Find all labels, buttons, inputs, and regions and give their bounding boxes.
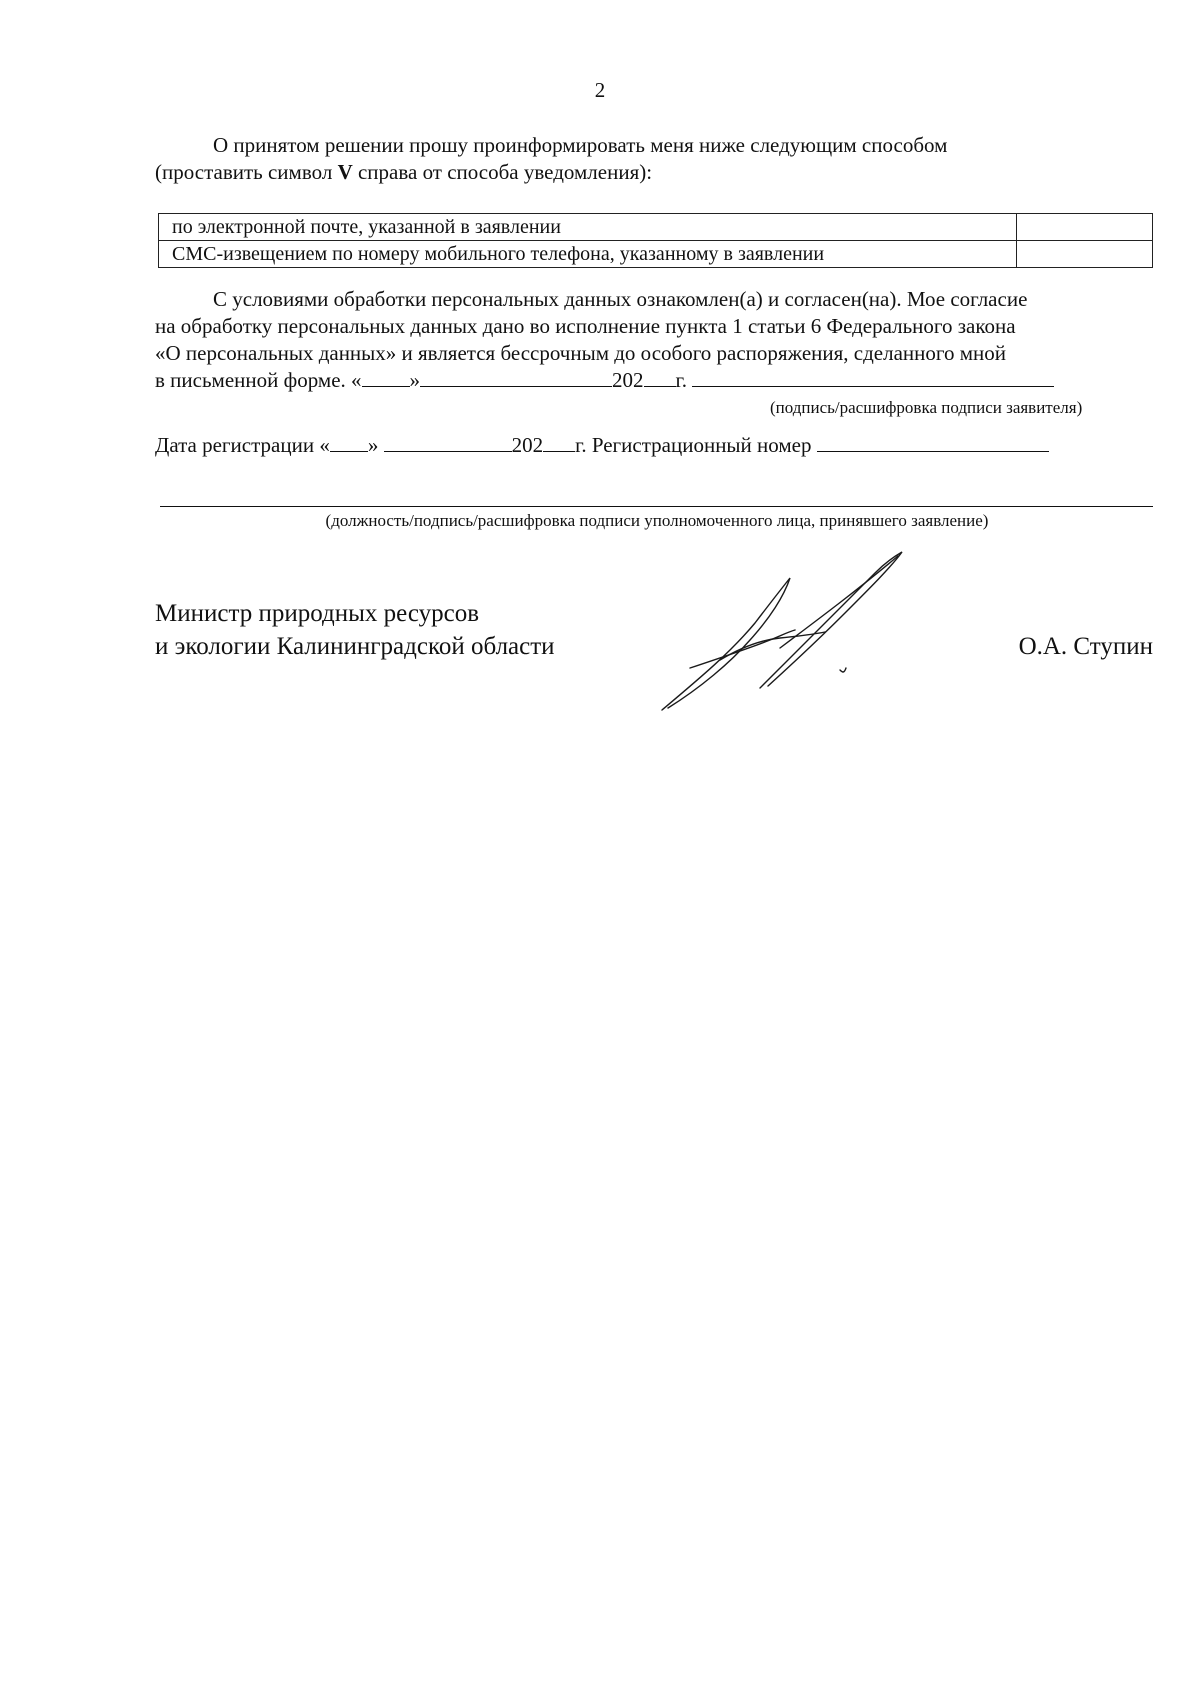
page-number: 2 bbox=[594, 78, 606, 102]
registration-line: Дата регистрации « » 202 г. Регистрационный номер bbox=[155, 432, 1049, 459]
registration-day-blank[interactable] bbox=[330, 433, 368, 452]
official-signature-line[interactable] bbox=[160, 506, 1153, 507]
table-row bbox=[159, 214, 1153, 241]
applicant-signature-blank[interactable] bbox=[692, 368, 1054, 387]
consent-line-3: «О персональных данных» и является бессрочным до особого распоряжения, сделанного мной bbox=[155, 341, 1006, 365]
consent-line-2: на обработку персональных данных дано во исполнение пункта 1 статьи 6 Федерального закона bbox=[155, 314, 1016, 338]
registration-number-blank[interactable] bbox=[817, 433, 1049, 452]
registration-month-blank[interactable] bbox=[384, 433, 512, 452]
signer-title-line-2: и экологии Калининградской области bbox=[155, 633, 555, 660]
option-sms-checkbox[interactable] bbox=[1017, 241, 1153, 268]
notification-options-table bbox=[158, 213, 1153, 268]
signer-name: О.А. Ступин bbox=[1018, 633, 1153, 660]
day-blank[interactable] bbox=[362, 368, 410, 387]
check-symbol: V bbox=[337, 160, 353, 184]
intro-paragraph bbox=[155, 132, 1155, 186]
month-blank[interactable] bbox=[420, 368, 612, 387]
consent-line-1: С условиями обработки персональных данных ознакомлен(а) и согласен(на). Мое согласие bbox=[213, 287, 1028, 311]
intro-line-2: (проставить символ V справа от способа уведомления): bbox=[155, 160, 653, 184]
year-blank[interactable] bbox=[644, 368, 676, 387]
registration-year-blank[interactable] bbox=[543, 433, 575, 452]
official-signature-caption: (должность/подпись/расшифровка подписи уполномоченного лица, принявшего заявление) bbox=[325, 511, 989, 530]
handwritten-signature bbox=[660, 548, 990, 718]
table-row bbox=[159, 241, 1153, 268]
signer-title-line-1: Министр природных ресурсов bbox=[155, 600, 480, 627]
intro-line-1: О принятом решении прошу проинформировать меня ниже следующим способом bbox=[213, 133, 948, 157]
applicant-signature-caption: (подпись/расшифровка подписи заявителя) bbox=[770, 398, 1083, 417]
consent-line-4: в письменной форме. « » 202 г. bbox=[155, 367, 1153, 394]
signer-title bbox=[155, 597, 555, 663]
consent-paragraph bbox=[155, 286, 1153, 394]
option-email-checkbox[interactable] bbox=[1017, 214, 1153, 241]
option-sms-label: СМС-извещением по номеру мобильного телефона, указанному в заявлении bbox=[159, 241, 1017, 268]
option-email-label: по электронной почте, указанной в заявлении bbox=[159, 214, 1017, 241]
